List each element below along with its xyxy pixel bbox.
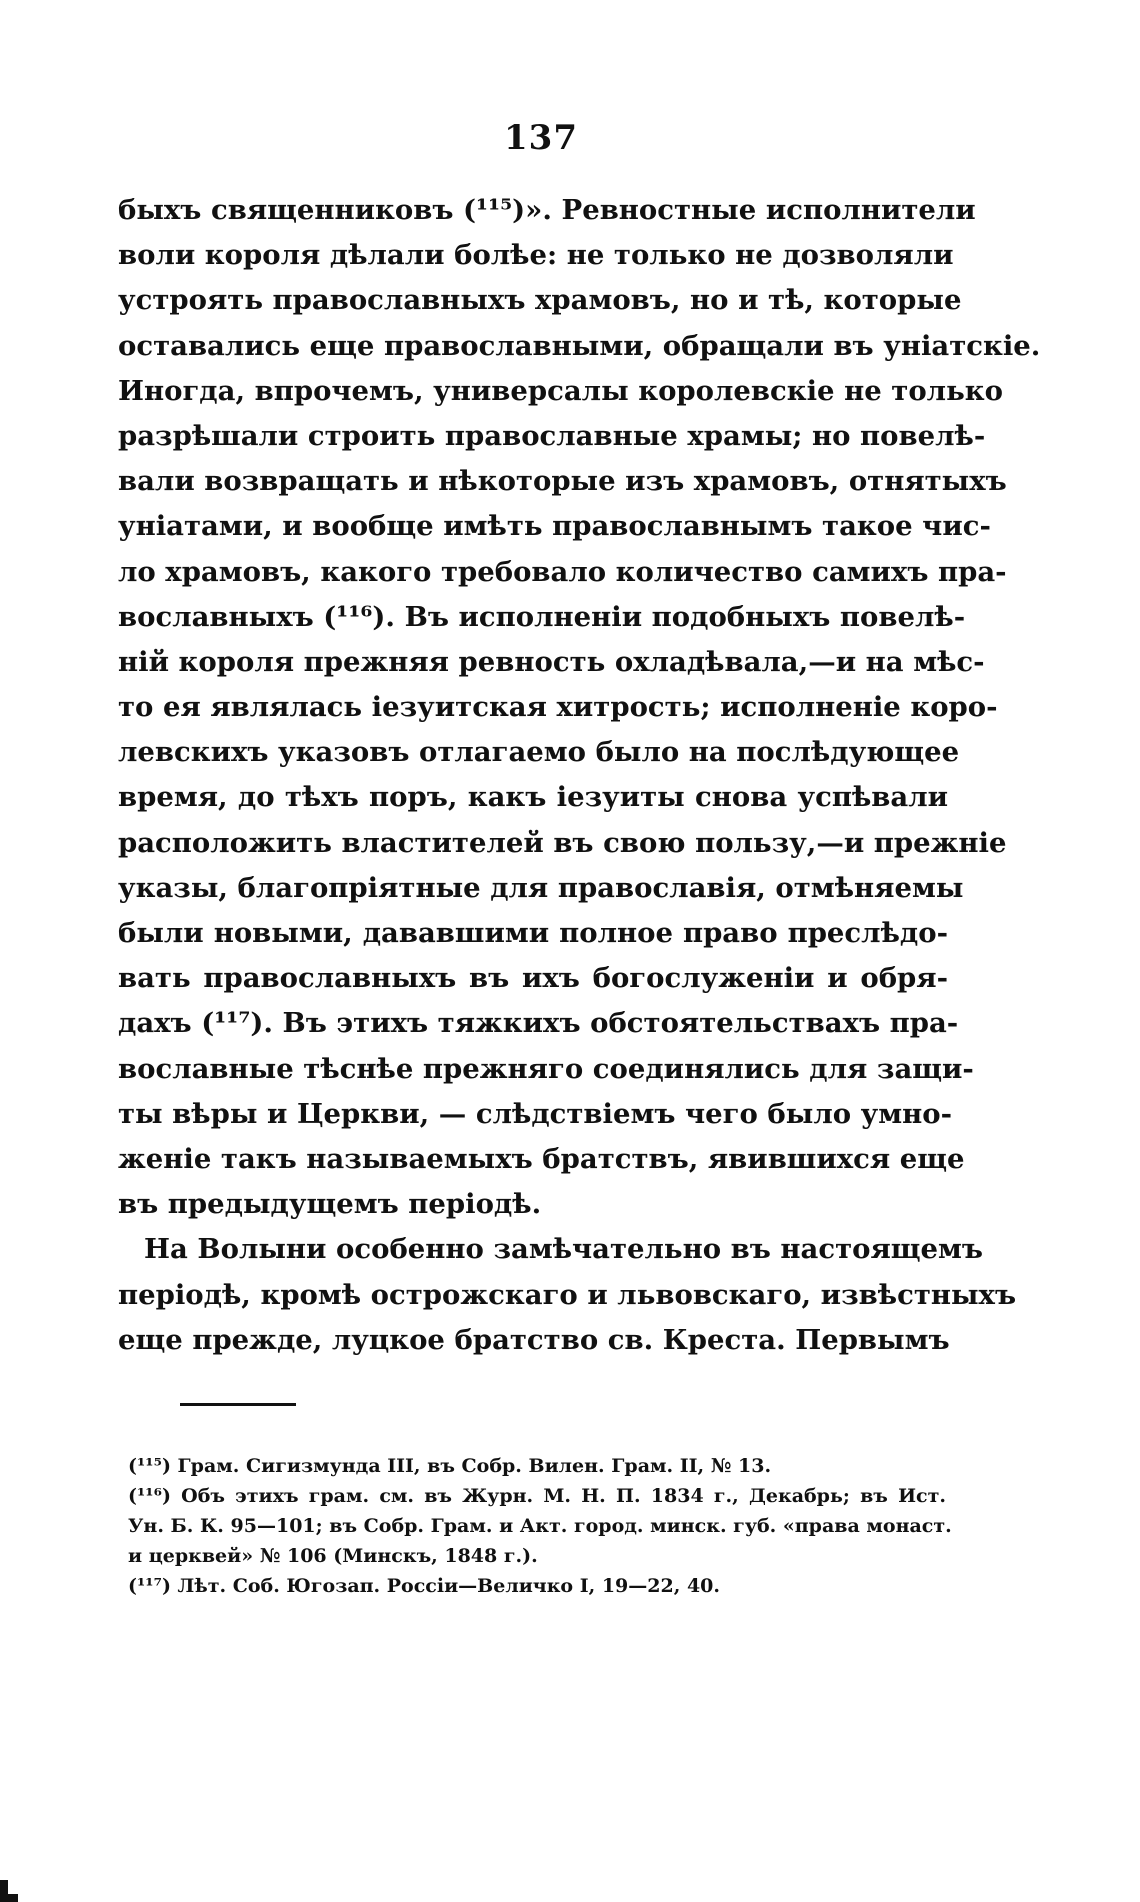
text-line: указы, благопріятные для православія, отмѣняемы (118, 871, 964, 904)
text-line: въ предыдущемъ періодѣ. (118, 1188, 542, 1221)
text-line: быхъ священниковъ (¹¹⁵)». Ревностные исполнители (118, 194, 976, 226)
paragraph-first-line: На Волыни особенно замѣчательно въ настоящемъ (144, 1233, 984, 1266)
text-line: вали возвращать и нѣкоторые изъ храмовъ, отнятыхъ (118, 465, 1007, 498)
text-line: воли короля дѣлали болѣе: не только не дозволяли (118, 239, 954, 272)
footnote-line: (¹¹⁶) Объ этихъ грам. см. въ Журн. М. Н. П. 1834 г., Декабрь; въ Ист. (128, 1485, 946, 1507)
text-line: періодѣ, кромѣ острожскаго и львовскаго, извѣстныхъ (118, 1278, 1017, 1311)
footnote-line: (¹¹⁵) Грам. Сигизмунда III, въ Собр. Вилен. Грам. II, № 13. (128, 1455, 772, 1477)
footnotes (128, 1451, 952, 1601)
text-line: еще прежде, луцкое братство св. Креста. Первымъ (118, 1323, 950, 1356)
text-line: Иногда, впрочемъ, универсалы королевскіе не только (118, 374, 1003, 407)
page-number: 137 (504, 118, 578, 158)
scan-corner-mark (0, 1880, 8, 1902)
text-line: оставались еще православными, обращали въ уніатскіе. (118, 329, 1041, 362)
text-line: ло храмовъ, какого требовало количество самихъ пра- (118, 555, 1007, 588)
text-line: устроять православныхъ храмовъ, но и тѣ, которые (118, 284, 962, 317)
text-line: были новыми, дававшими полное право преслѣдо- (118, 917, 948, 949)
text-line: вославные тѣснѣе прежняго соединялись для защи- (118, 1052, 974, 1085)
text-line: левскихъ указовъ отлагаемо было на послѣдующее (118, 736, 960, 769)
footnote-line: Ун. Б. К. 95—101; въ Собр. Грам. и Акт. город. минск. губ. «права монаст. (128, 1515, 952, 1537)
text-line: вославныхъ (¹¹⁶). Въ исполненіи подобныхъ повелѣ- (118, 600, 966, 633)
text-line: то ея являлась іезуитская хитрость; исполненіе коро- (118, 691, 998, 724)
text-line: дахъ (¹¹⁷). Въ этихъ тяжкихъ обстоятельствахъ пра- (118, 1007, 959, 1040)
text-line: ты вѣры и Церкви, — слѣдствіемъ чего было умно- (118, 1097, 953, 1130)
text-line: разрѣшали строить православные храмы; но повелѣ- (118, 419, 986, 452)
text-line: женіе такъ называемыхъ братствъ, явившихся еще (118, 1142, 965, 1175)
footnote-line: и церквей» № 106 (Минскъ, 1848 г.). (128, 1545, 538, 1567)
footnote-divider (180, 1403, 296, 1406)
footnote-line: (¹¹⁷) Лѣт. Соб. Югозап. Россіи—Величко I, 19—22, 40. (128, 1575, 721, 1597)
text-line: вать православныхъ въ ихъ богослуженіи и обря- (118, 962, 948, 995)
text-line: расположить властителей въ свою пользу,—и прежніе (118, 826, 1007, 859)
text-line: уніатами, и вообще имѣть православнымъ такое чис- (118, 510, 991, 543)
text-line: ній короля прежняя ревность охладѣвала,—и на мѣс- (118, 645, 985, 678)
text-line: время, до тѣхъ поръ, какъ іезуиты снова успѣвали (118, 781, 948, 814)
main-text (118, 188, 1041, 1363)
